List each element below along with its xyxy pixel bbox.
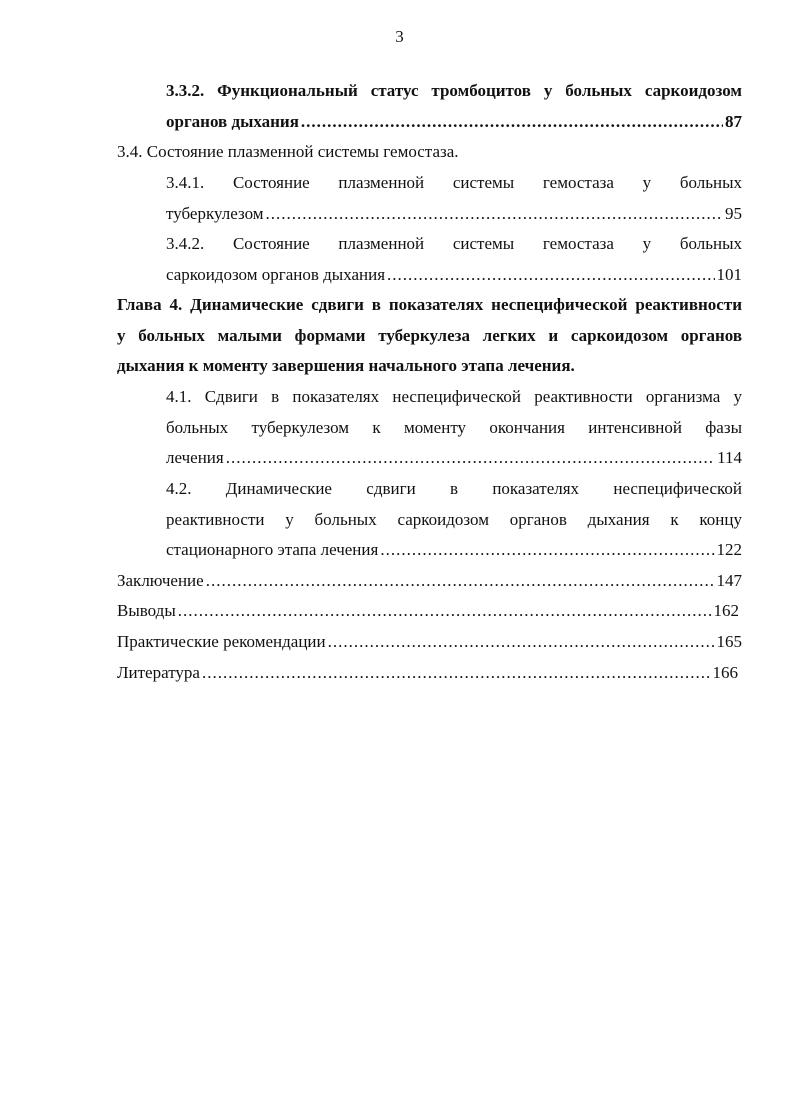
toc-page-number: 166 bbox=[712, 663, 738, 682]
toc-entry-3-4: 3.4. Состояние плазменной системы гемостаза. bbox=[117, 142, 459, 161]
toc-entry-3-4-1-line1: 3.4.1. Состояние плазменной системы гемостаза у больных bbox=[166, 173, 742, 192]
toc-page-number: 101 bbox=[716, 265, 742, 284]
toc-page-number: 147 bbox=[716, 571, 742, 590]
toc-entry-4-2-line2: реактивности у больных саркоидозом органов дыхания к концу bbox=[166, 510, 742, 529]
toc-entry-text: Литература bbox=[117, 663, 200, 682]
toc-page-number: 114 bbox=[717, 448, 742, 467]
toc-entry-text: Заключение bbox=[117, 571, 204, 590]
toc-entry-text: саркоидозом органов дыхания bbox=[166, 265, 386, 284]
toc-page-number: 165 bbox=[716, 632, 742, 651]
toc-page-number: 162 bbox=[713, 601, 739, 620]
toc-entry-3-3-2-line2 bbox=[166, 107, 742, 138]
toc-leader-dots bbox=[206, 566, 715, 597]
toc-entry-3-4-2-line2 bbox=[166, 260, 742, 291]
toc-leader-dots bbox=[266, 199, 723, 230]
toc-chapter-4-line3: дыхания к моменту завершения начального этапа лечения. bbox=[117, 356, 575, 375]
toc-page-number: 95 bbox=[725, 204, 742, 223]
toc-entry-text: лечения bbox=[166, 448, 224, 467]
toc-page-number: 87 bbox=[725, 112, 742, 131]
toc-page-number: 122 bbox=[716, 540, 742, 559]
toc-entry-text: туберкулезом bbox=[166, 204, 264, 223]
toc-entry-3-4-1-line2 bbox=[166, 199, 742, 230]
page-number: 3 bbox=[395, 27, 404, 46]
toc-entry-4-1-line2: больных туберкулезом к моменту окончания интенсивной фазы bbox=[166, 418, 742, 437]
toc-leader-dots bbox=[178, 596, 712, 627]
toc-chapter-4-line2: у больных малыми формами туберкулеза легких и саркоидозом органов bbox=[117, 326, 742, 345]
toc-entry-4-1-line1: 4.1. Сдвиги в показателях неспецифической реактивности организма у bbox=[166, 387, 742, 406]
toc-leader-dots bbox=[301, 107, 723, 138]
toc-entry-text: стационарного этапа лечения bbox=[166, 540, 379, 559]
toc-leader-dots bbox=[387, 260, 714, 291]
toc-entry-3-4-2-line1: 3.4.2. Состояние плазменной системы гемостаза у больных bbox=[166, 234, 742, 253]
toc-entry-4-2-line3 bbox=[166, 535, 742, 566]
toc-entry-text: Выводы bbox=[117, 601, 176, 620]
toc-leader-dots bbox=[328, 627, 715, 658]
toc-leader-dots bbox=[202, 658, 711, 689]
toc-entry-text: органов дыхания bbox=[166, 112, 299, 131]
toc-entry-literature bbox=[117, 658, 738, 689]
toc-entry-text: Практические рекомендации bbox=[117, 632, 326, 651]
toc-entry-conclusion bbox=[117, 566, 742, 597]
toc-leader-dots bbox=[380, 535, 714, 566]
toc-entry-practical-recommendations bbox=[117, 627, 742, 658]
toc-entry-3-3-2-line1: 3.3.2. Функциональный статус тромбоцитов у больных саркоидозом bbox=[166, 81, 742, 100]
toc-entry-findings bbox=[117, 596, 739, 627]
toc-entry-4-1-line3 bbox=[166, 443, 742, 474]
toc-leader-dots bbox=[226, 443, 715, 474]
toc-chapter-4-line1: Глава 4. Динамические сдвиги в показателях неспецифической реактивности bbox=[117, 295, 742, 314]
toc-entry-4-2-line1: 4.2. Динамические сдвиги в показателях неспецифической bbox=[166, 479, 742, 498]
